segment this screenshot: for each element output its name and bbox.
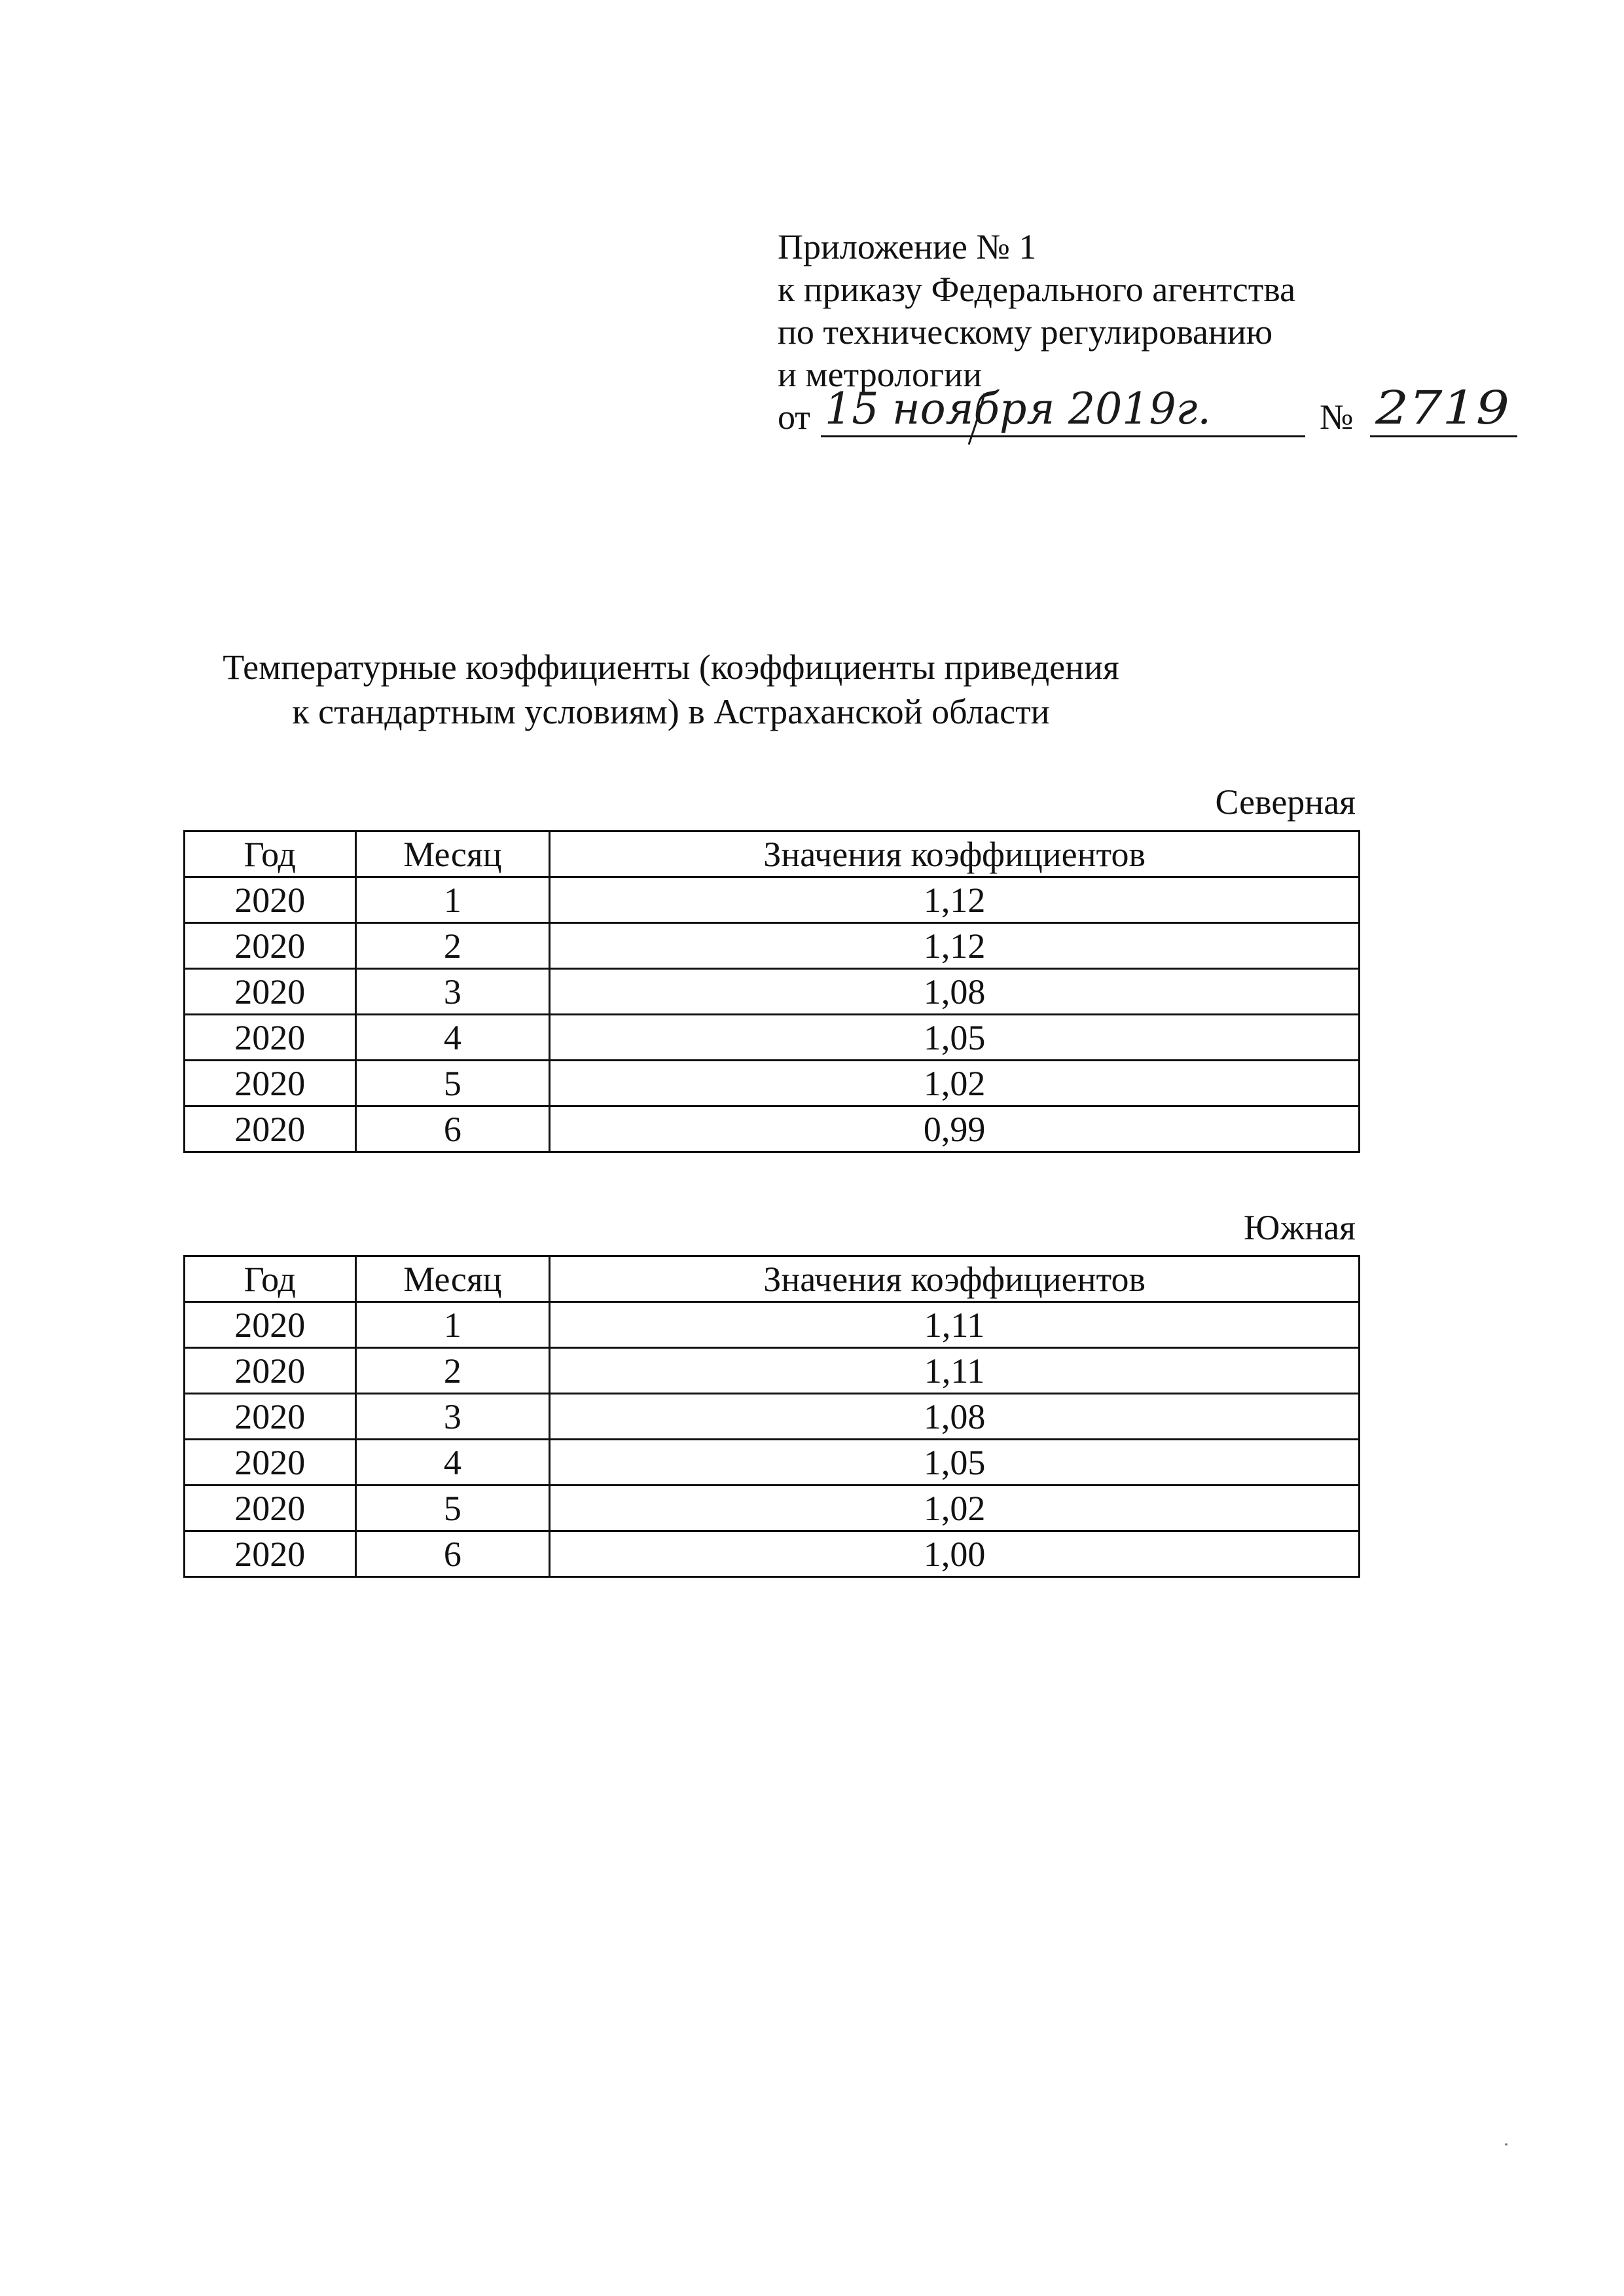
table-header-row [185,1256,1360,1302]
cell-month: 1 [355,1302,550,1348]
table-row [185,1015,1360,1061]
table-row [185,1348,1360,1394]
zone-label-south: Южная [1243,1208,1356,1247]
document-title-line-2: к стандартным условиям) в Астраханской области [292,692,1050,731]
cell-year: 2020 [185,1485,356,1531]
cell-coefficient: 0,99 [550,1106,1360,1152]
cell-month: 5 [355,1485,550,1531]
cell-month: 4 [355,1015,550,1061]
handwritten-number [1370,367,1521,446]
handwritten-number-text: 2719 [1374,381,1509,435]
table-header-row [185,831,1360,877]
cell-year: 2020 [185,969,356,1015]
cell-coefficient: 1,02 [550,1485,1360,1531]
cell-month: 1 [355,877,550,923]
cell-year: 2020 [185,877,356,923]
cell-month: 5 [355,1061,550,1106]
cell-year: 2020 [185,1394,356,1440]
cell-year: 2020 [185,923,356,969]
cell-coefficient: 1,05 [550,1015,1360,1061]
cell-coefficient: 1,08 [550,1394,1360,1440]
header-coefficient: Значения коэффициентов [550,831,1360,877]
document-title-line-1: Температурные коэффициенты (коэффициенты приведения [223,647,1119,687]
appendix-number: Приложение № 1 [778,227,1037,266]
order-date-number-line [778,381,1509,481]
handwritten-date-text: 15 ноября 2019г. [825,384,1211,434]
appendix-order-ref: к приказу Федерального агентства [778,270,1296,309]
header-month: Месяц [355,831,550,877]
table-row [185,1440,1360,1485]
cell-month: 2 [355,1348,550,1394]
cell-year: 2020 [185,1106,356,1152]
cell-month: 3 [355,969,550,1015]
cell-coefficient: 1,05 [550,1440,1360,1485]
appendix-header [778,226,1509,481]
table-row [185,1394,1360,1440]
cell-month: 2 [355,923,550,969]
zone-label-north: Северная [1215,782,1356,822]
table-row [185,1302,1360,1348]
table-row [185,1061,1360,1106]
date-underline [821,435,1305,437]
number-underline [1370,435,1517,437]
appendix-agency-line-end: и метрологии [778,355,982,394]
header-year: Год [185,831,356,877]
scan-speck [1505,2143,1507,2145]
table-row [185,877,1360,923]
cell-month: 3 [355,1394,550,1440]
cell-year: 2020 [185,1061,356,1106]
appendix-agency-line: по техническому регулированию [778,312,1273,352]
cell-year: 2020 [185,1440,356,1485]
header-year: Год [185,1256,356,1302]
cell-year: 2020 [185,1348,356,1394]
number-sign: № [1320,397,1354,437]
cell-year: 2020 [185,1015,356,1061]
cell-coefficient: 1,08 [550,969,1360,1015]
header-month: Месяц [355,1256,550,1302]
handwritten-date [821,367,1220,446]
cell-year: 2020 [185,1302,356,1348]
cell-coefficient: 1,11 [550,1302,1360,1348]
document-title [196,645,1146,734]
table-row [185,1485,1360,1531]
table-row [185,1106,1360,1152]
header-coefficient: Значения коэффициентов [550,1256,1360,1302]
cell-coefficient: 1,12 [550,877,1360,923]
cell-year: 2020 [185,1531,356,1577]
cell-coefficient: 1,11 [550,1348,1360,1394]
table-row [185,923,1360,969]
cell-month: 4 [355,1440,550,1485]
from-label: от [778,397,810,437]
cell-coefficient: 1,12 [550,923,1360,969]
cell-month: 6 [355,1106,550,1152]
cell-coefficient: 1,02 [550,1061,1360,1106]
coefficients-table-north [183,830,1360,1153]
table-row [185,1531,1360,1577]
coefficients-table-south [183,1255,1360,1578]
cell-coefficient: 1,00 [550,1531,1360,1577]
cell-month: 6 [355,1531,550,1577]
table-row [185,969,1360,1015]
